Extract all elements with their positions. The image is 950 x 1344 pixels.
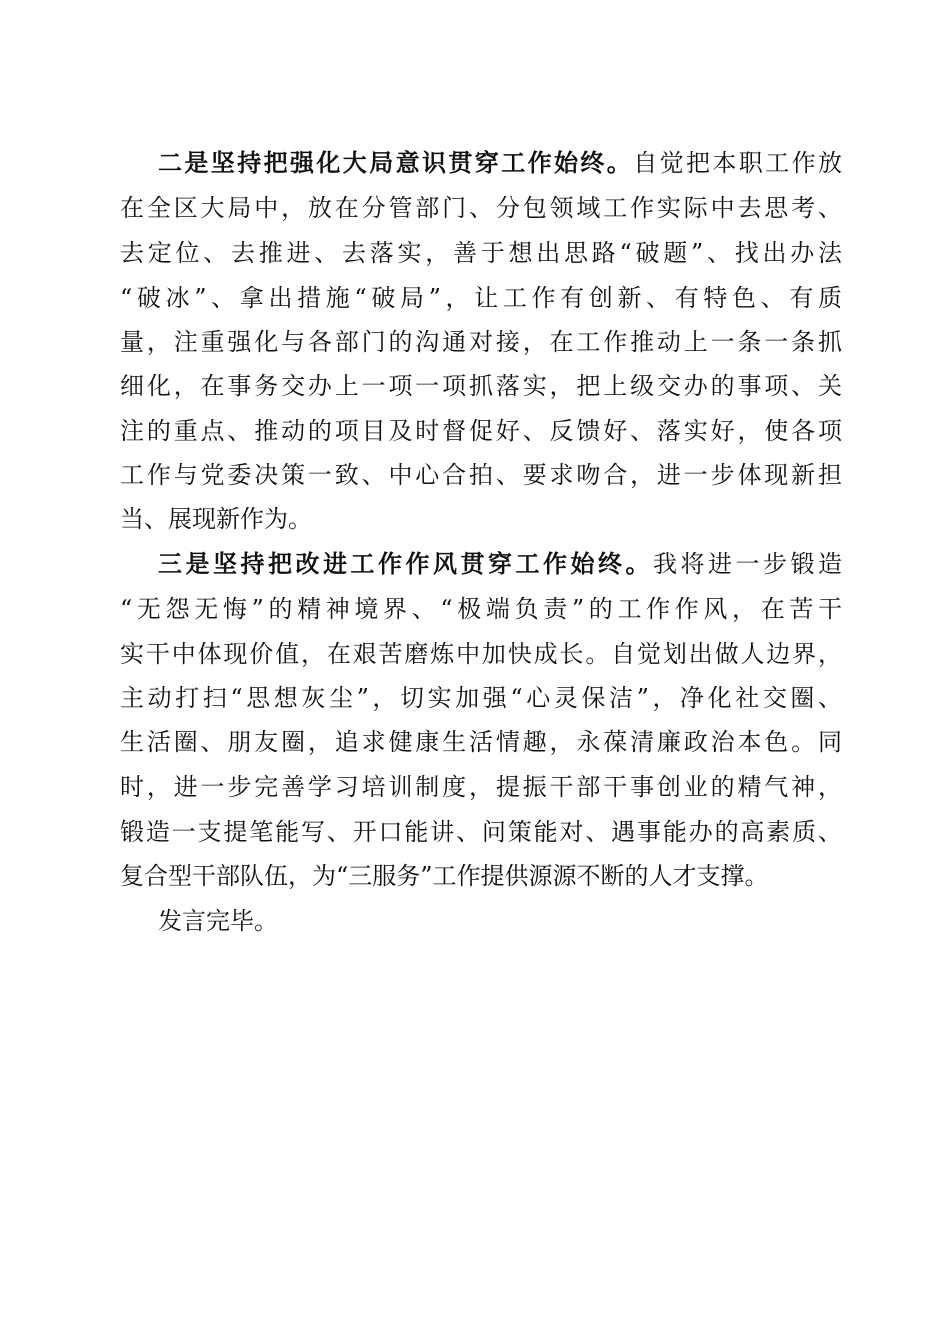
paragraph-3-lead: 三是坚持把改进工作作风贯穿工作始终。: [158, 549, 653, 578]
paragraph-3-line-4: 主动打扫“思想灰尘”，切实加强“心灵保洁”，净化社交圈、: [120, 684, 842, 712]
paragraph-2-line-1: [158, 141, 842, 185]
paragraph-2-lead: 二是坚持把强化大局意识贯穿工作始终。: [158, 148, 634, 177]
paragraph-3-line-3: 实干中体现价值，在艰苦磨炼中加快成长。自觉划出做人边界，: [120, 640, 842, 668]
paragraph-3-line-8: 复合型干部队伍，为“三服务”工作提供源源不断的人才支撑。: [120, 862, 769, 890]
paragraph-2-line-3: 去定位、去推进、去落实，善于想出思路“破题”、找出办法: [120, 239, 842, 267]
closing-statement: 发言完毕。: [158, 907, 278, 935]
paragraph-3-text: 我将进一步锻造: [653, 550, 842, 578]
paragraph-2-line-6: 细化，在事务交办上一项一项抓落实，把上级交办的事项、关: [120, 372, 842, 400]
paragraph-2-text: 自觉把本职工作放: [633, 149, 843, 177]
paragraph-3-line-7: 锻造一支提笔能写、开口能讲、问策能对、遇事能办的高素质、: [120, 818, 842, 846]
paragraph-3-line-2: “无怨无悔”的精神境界、“极端负责”的工作作风，在苦干: [120, 595, 842, 623]
paragraph-3-line-6: 时，进一步完善学习培训制度，提振干部干事创业的精气神，: [120, 773, 842, 801]
paragraph-3-line-5: 生活圈、朋友圈，追求健康生活情趣，永葆清廉政治本色。同: [120, 728, 842, 756]
paragraph-2-line-9: 当、展现新作为。: [120, 505, 312, 533]
paragraph-2-line-7: 注的重点、推动的项目及时督促好、反馈好、落实好，使各项: [120, 417, 842, 445]
paragraph-2-line-8: 工作与党委决策一致、中心合拍、要求吻合，进一步体现新担: [120, 461, 842, 489]
paragraph-3-line-1: [158, 542, 842, 586]
paragraph-2-line-4: “破冰”、拿出措施“破局”，让工作有创新、有特色、有质: [120, 284, 842, 312]
paragraph-2-line-2: 在全区大局中，放在分管部门、分包领域工作实际中去思考、: [120, 194, 842, 222]
paragraph-2-line-5: 量，注重强化与各部门的沟通对接，在工作推动上一条一条抓: [120, 328, 842, 356]
